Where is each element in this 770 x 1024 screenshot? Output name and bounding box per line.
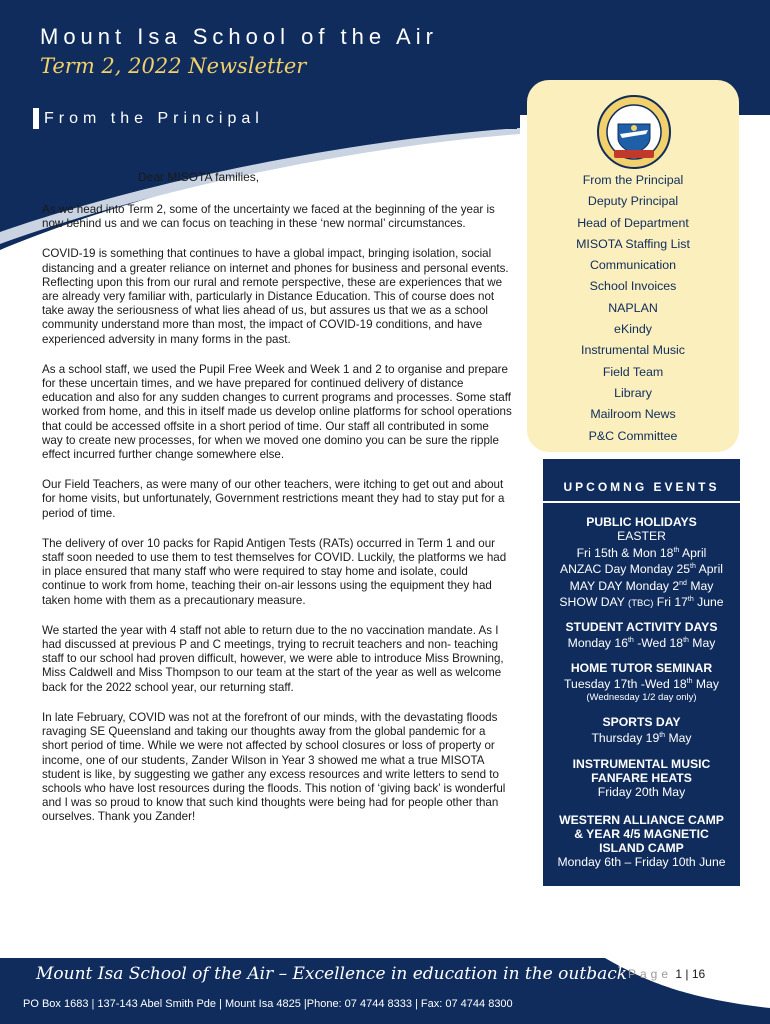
- event-title: PUBLIC HOLIDAYS: [586, 515, 697, 529]
- section-title: From the Principal: [44, 110, 264, 127]
- event-instrumental-music: [543, 757, 740, 800]
- contents-item[interactable]: Mailroom News: [590, 407, 676, 422]
- footer-tagline: Mount Isa School of the Air – Excellence in education in the outback: [36, 964, 628, 984]
- contents-item[interactable]: School Invoices: [589, 279, 677, 294]
- letter-paragraph: As we head into Term 2, some of the uncertainty we faced at the beginning of the year is now behind us and we can focus on teaching in these ‘new normal’ circumstances.: [42, 203, 495, 231]
- contents-item[interactable]: NAPLAN: [608, 300, 658, 315]
- event-line: Monday 16th -Wed 18th May: [567, 636, 716, 651]
- letter-paragraph: COVID-19 is something that continues to have a global impact, bringing isolation, social distancing and a greater reliance on internet and phones for business and personal events. Reflecting upon this from our rural and remote perspective, these are experiences that we are already very familiar with, particularly in Distance Education. This of course does not take away the seriousness of what lies ahead of us, but assures us that we as a school community understand more than most, the impact of COVID-19 conditions, and have experienced adversity in many forms in the past.: [42, 247, 509, 346]
- event-line: SHOW DAY (TBC) Fri 17th June: [559, 595, 724, 610]
- event-line: MAY DAY Monday 2nd May: [569, 578, 714, 593]
- footer-address: PO Box 1683 | 137-143 Abel Smith Pde | Mount Isa 4825 |Phone: 07 4744 8333 | Fax: 07 4744 8300: [23, 998, 513, 1010]
- letter-paragraph: As a school staff, we used the Pupil Free Week and Week 1 and 2 to organise and prepare for these uncertain times, and we have prepared for continued delivery of distance education and also for any sudden changes to current programs and processes. Some staff worked from home, and this in itself made us develop online platforms for school operations that could be accessed offsite in a short period of time. Our staff all contributed in some way to create new processes, for when we moved one domino you can be sure the ripple effect incurred further change somewhere else.: [42, 362, 512, 462]
- letter-paragraph: In late February, COVID was not at the forefront of our minds, with the devastating floods ravaging SE Queensland and taking our thoughts away from the global pandemic for a short period of time. While we were not affected by school closures or loss of property or income, one of our students, Zander Wilson in Year 3 showed me what a true MISOTA student is like, by suggesting we gather any excess resources and write letters to send to schools who have lost resources during the floods. This notion of ‘giving back’ is wonderful and I was so proud to know that such kind thoughts were being had for people other than ourselves. Thank you Zander!: [42, 710, 506, 824]
- letter-paragraph: The delivery of over 10 packs for Rapid Antigen Tests (RATs) occurred in Term 1 and our staff soon needed to use them to test themselves for COVID. Luckily, the platforms we had in place ensured that many staff who were required to stay home and isolate, could continue to work from home, teaching their on-air lessons using the equipment they had taken home with them as a precautionary measure.: [42, 536, 507, 607]
- contents-item[interactable]: Library: [614, 385, 652, 400]
- contents-list: [527, 170, 739, 447]
- page-label: Page: [628, 967, 673, 981]
- contents-item[interactable]: eKindy: [614, 322, 652, 337]
- contents-item[interactable]: Instrumental Music: [581, 343, 685, 358]
- event-western-alliance-camp: [543, 813, 740, 870]
- event-title: FANFARE HEATS: [591, 771, 692, 785]
- contents-item[interactable]: Deputy Principal: [587, 194, 679, 209]
- event-title: ISLAND CAMP: [599, 841, 684, 855]
- school-crest-logo: [596, 94, 672, 170]
- event-home-tutor-seminar: [543, 661, 740, 704]
- event-title: HOME TUTOR SEMINAR: [570, 661, 713, 675]
- event-sports-day: [543, 715, 740, 746]
- newsletter-title: Term 2, 2022 Newsletter: [40, 54, 307, 78]
- events-divider: [543, 501, 740, 503]
- contents-item[interactable]: From the Principal: [582, 173, 684, 187]
- event-line: Fri 15th & Mon 18th April: [576, 545, 707, 560]
- event-note: (Wednesday 1/2 day only): [586, 691, 697, 703]
- event-student-activity-days: [543, 620, 740, 651]
- event-line: Monday 6th – Friday 10th June: [557, 855, 726, 869]
- event-title: INSTRUMENTAL MUSIC: [572, 757, 711, 771]
- contents-item[interactable]: Communication: [589, 258, 677, 273]
- page-number: [628, 967, 705, 981]
- events-heading: UPCOMNG EVENTS: [563, 480, 720, 494]
- contents-item[interactable]: MISOTA Staffing List: [576, 236, 690, 251]
- contents-item[interactable]: P&C Committee: [588, 428, 678, 443]
- event-line: Thursday 19th May: [591, 731, 692, 746]
- event-title: WESTERN ALLIANCE CAMP: [559, 813, 724, 827]
- event-title: SPORTS DAY: [602, 715, 681, 729]
- event-line: Tuesday 17th -Wed 18th May: [564, 677, 719, 692]
- event-title: & YEAR 4/5 MAGNETIC: [574, 827, 709, 841]
- letter-paragraph: Our Field Teachers, as were many of our other teachers, were itching to get out and about for home visits, but unfortunately, Government restrictions meant they had to stay put for a period of time.: [42, 478, 505, 520]
- letter-paragraph: We started the year with 4 staff not able to return due to the no vaccination mandate. As I had discussed at previous P and C meetings, trying to recruit teachers and non- teaching staff to our school had proven difficult, however, we were able to introduce Miss Browning, Miss Caldwell and Miss Thompson to our team at the start of the year as well as welcome back for the 2022 school year, our returning staff.: [42, 623, 504, 694]
- event-line: Friday 20th May: [597, 785, 686, 799]
- event-line: ANZAC Day Monday 25th April: [559, 562, 723, 577]
- principal-letter: [42, 203, 512, 841]
- event-public-holidays: [543, 515, 740, 612]
- salutation: Dear MISOTA families,: [138, 170, 260, 184]
- event-title: STUDENT ACTIVITY DAYS: [565, 620, 718, 634]
- event-line: EASTER: [617, 529, 666, 543]
- contents-item[interactable]: Field Team: [602, 364, 664, 379]
- page-value: 1 | 16: [672, 967, 706, 981]
- school-name: Mount Isa School of the Air: [40, 24, 438, 49]
- contents-item[interactable]: Head of Department: [577, 215, 689, 230]
